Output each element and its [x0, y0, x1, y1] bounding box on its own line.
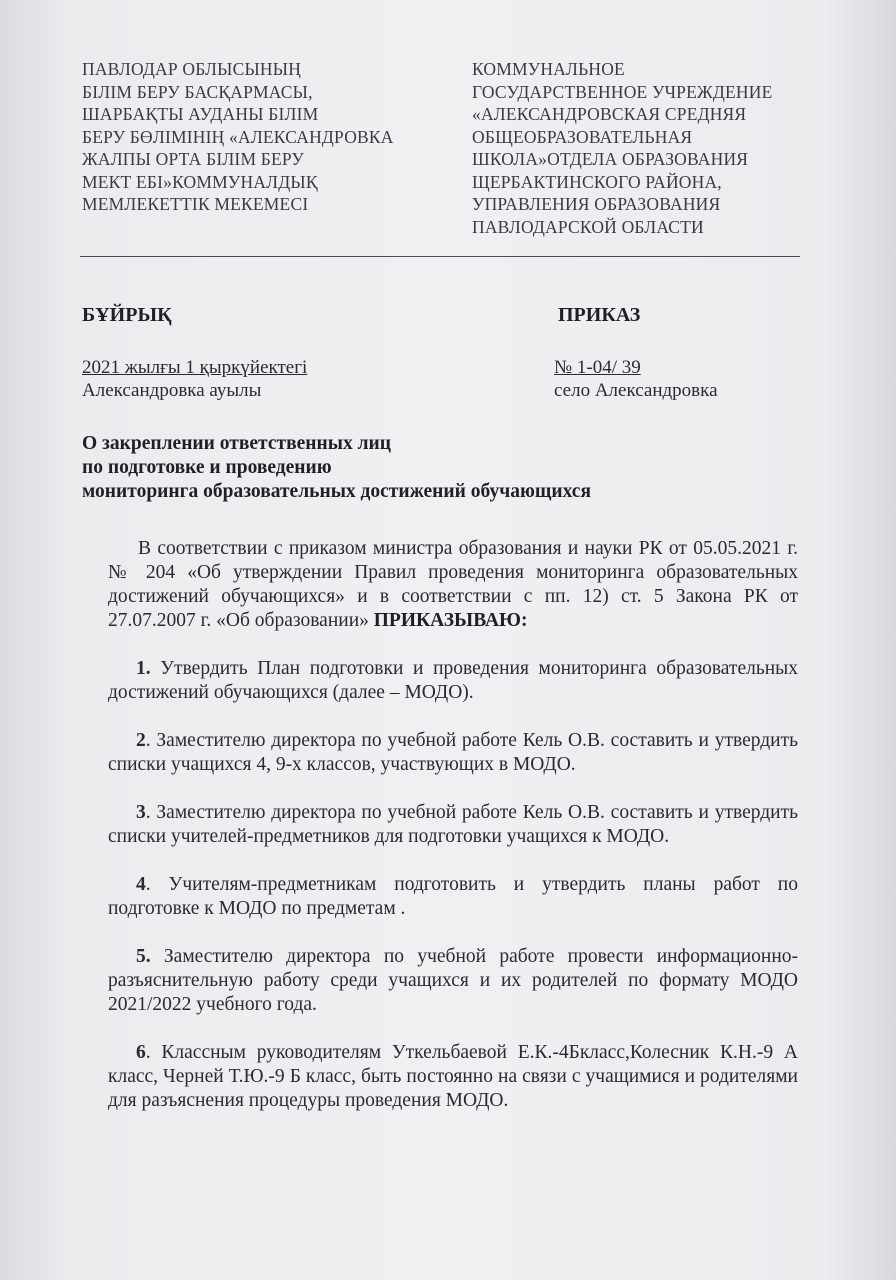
order-body	[108, 537, 798, 1137]
header-kazakh-block	[82, 58, 452, 216]
item-text: . Заместителю директора по учебной работе Кель О.В. составить и утвердить списки учителей-предметников для подготовки учащихся к МОДО.	[108, 802, 798, 847]
header-russian-block	[472, 58, 812, 238]
header-ru-line: ГОСУДАРСТВЕННОЕ УЧРЕЖДЕНИЕ	[472, 81, 773, 102]
preamble-emphasis: ПРИКАЗЫВАЮ:	[373, 610, 528, 631]
item-text: . Классным руководителям Уткельбаевой Е.К.-4Бкласс,Колесник К.Н.-9 А класс, Черней Т.Ю.-9 Б класс, быть постоянно на связи с учащимися и родителями для разъяснения процедуры проведения МОДО.	[108, 1042, 798, 1111]
header-ru-line: ОБЩЕОБРАЗОВАТЕЛЬНАЯ	[472, 126, 693, 147]
header-ru-line: ПАВЛОДАРСКОЙ ОБЛАСТИ	[472, 216, 704, 237]
item-number: 1.	[136, 658, 151, 679]
header-kz-line: БЕРУ БӨЛІМІНІҢ «АЛЕКСАНДРОВКА	[82, 126, 394, 147]
header-ru-line: ШКОЛА»ОТДЕЛА ОБРАЗОВАНИЯ	[472, 149, 749, 169]
order-number: № 1-04/ 39	[554, 357, 641, 378]
item-text: . Заместителю директора по учебной работе Кель О.В. составить и утвердить списки учащихся 4, 9-х классов, участвующих в МОДО.	[108, 730, 798, 775]
kz-date-place	[82, 356, 307, 402]
order-subject	[82, 432, 782, 504]
header-kz-line: ШАРБАҚТЫ АУДАНЫ БІЛІМ	[82, 104, 319, 124]
order-item	[108, 657, 798, 705]
preamble-text: В соответствии с приказом министра образования и науки РК от 05.05.2021 г. № 204 «Об утверждении Правил проведения мониторинга образовательных достижений обучающихся» и в соответствии с пп. 12) ст. 5 Закона РК от 27.07.2007 г. «Об образовании»	[108, 538, 798, 631]
title-kazakh: БҰЙРЫҚ	[82, 304, 172, 326]
header-kz-line: МЕМЛЕКЕТТІК МЕКЕМЕСІ	[82, 194, 309, 214]
order-item	[108, 945, 798, 1017]
ru-number-place	[554, 356, 718, 402]
ru-place: село Александровка	[554, 380, 718, 401]
preamble-paragraph	[108, 537, 798, 633]
order-item	[108, 729, 798, 777]
header-kz-line: ПАВЛОДАР ОБЛЫСЫНЫҢ	[82, 59, 302, 79]
header-ru-line: УПРАВЛЕНИЯ ОБРАЗОВАНИЯ	[472, 194, 721, 214]
subject-line: мониторинга образовательных достижений обучающихся	[82, 481, 591, 502]
item-number: 5.	[136, 946, 151, 967]
title-russian: ПРИКАЗ	[558, 304, 641, 326]
header-ru-line: КОММУНАЛЬНОЕ	[472, 59, 625, 79]
header-kz-line: ЖАЛПЫ ОРТА БІЛІМ БЕРУ	[82, 149, 305, 169]
header-ru-line: ЩЕРБАКТИНСКОГО РАЙОНА,	[472, 171, 722, 192]
item-number: 4	[136, 874, 146, 895]
subject-line: по подготовке и проведению	[82, 457, 332, 478]
header-kz-line: МЕКТ ЕБІ»КОММУНАЛДЫҚ	[82, 171, 318, 192]
header-divider	[80, 256, 800, 257]
item-text: . Учителям-предметникам подготовить и утвердить планы работ по подготовке к МОДО по предметам .	[108, 874, 798, 919]
order-item	[108, 801, 798, 849]
item-text: Заместителю директора по учебной работе провести информационно-разъяснительную работу среди учащихся и их родителей по формату МОДО 2021/2022 учебного года.	[108, 946, 798, 1015]
order-item	[108, 1041, 798, 1113]
item-number: 6	[136, 1042, 146, 1063]
item-number: 3	[136, 802, 146, 823]
subject-line: О закреплении ответственных лиц	[82, 433, 392, 454]
kz-place: Александровка ауылы	[82, 380, 262, 401]
kz-date: 2021 жылғы 1 қыркүйектегі	[82, 357, 308, 378]
item-number: 2	[136, 730, 146, 751]
header-kz-line: БІЛІМ БЕРУ БАСҚАРМАСЫ,	[82, 81, 313, 102]
item-text: Утвердить План подготовки и проведения мониторинга образовательных достижений обучающихся (далее – МОДО).	[108, 658, 799, 703]
order-item	[108, 873, 798, 921]
header-ru-line: «АЛЕКСАНДРОВСКАЯ СРЕДНЯЯ	[472, 104, 747, 124]
